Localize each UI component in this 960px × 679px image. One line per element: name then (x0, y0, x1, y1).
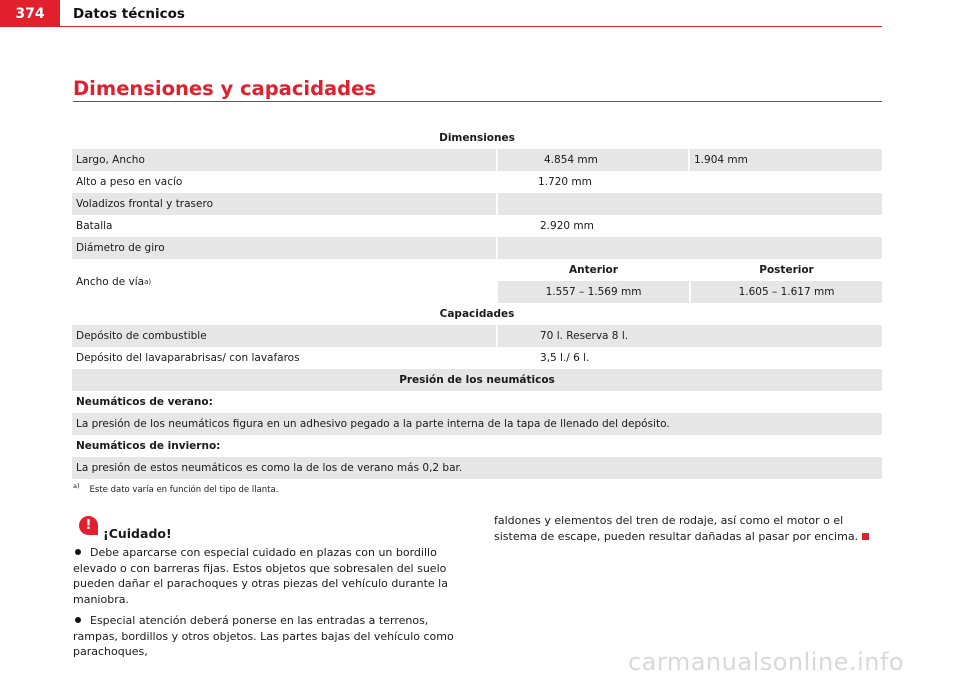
table-row (72, 325, 882, 347)
header-title: Datos técnicos (73, 6, 185, 22)
watermark: carmanualsonline.info (628, 648, 905, 676)
winter-tires-text: La presión de estos neumáticos es como la de los de verano más 0,2 bar. (76, 462, 463, 474)
capacities-header-label: Capacidades (439, 308, 515, 320)
warning-bullet (73, 545, 468, 607)
header-rule (60, 26, 882, 27)
specs-table (72, 127, 882, 479)
table-row (72, 413, 882, 435)
track-width-values (496, 259, 882, 303)
warning-icon: ! (79, 516, 98, 535)
warning-continuation-text: faldones y elementos del tren de rodaje, así como el motor o el sistema de escape, pueden resultar dañadas al pasar por encima. (494, 514, 859, 543)
dimensions-header-label: Dimensiones (439, 132, 515, 144)
row-value: 70 l. Reserva 8 l. (496, 325, 882, 347)
tire-pressure-header-label: Presión de los neumáticos (399, 374, 555, 386)
row-label: Batalla (76, 220, 113, 232)
section-title: Dimensiones y capacidades (73, 77, 376, 100)
warning-bullet-text: Especial atención deberá ponerse en las entradas a terrenos, rampas, bordillos y otros objetos. Las partes bajas del vehículo como parachoques, (73, 614, 454, 658)
tire-pressure-header (72, 369, 882, 391)
warning-bullet (73, 613, 468, 660)
row-label: Voladizos frontal y trasero (76, 198, 213, 210)
summer-tires-label: Neumáticos de verano: (76, 396, 213, 408)
summer-tires-text: La presión de los neumáticos figura en un adhesivo pegado a la parte interna de la tapa de llenado del depósito. (76, 418, 670, 430)
table-row (72, 193, 882, 215)
table-row (72, 435, 882, 457)
bullet-icon (75, 549, 81, 555)
row-value: 1.720 mm (496, 171, 882, 193)
table-row (72, 457, 882, 479)
row-value: 2.920 mm (496, 215, 882, 237)
table-row (72, 237, 882, 259)
table-row (72, 215, 882, 237)
track-width-subheader (496, 259, 882, 281)
table-row (72, 149, 882, 171)
warning-title: ¡Cuidado! (103, 526, 172, 541)
row-value-empty (496, 193, 882, 215)
rear-header: Posterior (689, 259, 882, 281)
row-value: 1.904 mm (688, 149, 882, 171)
front-header: Anterior (496, 259, 689, 281)
row-label: Largo, Ancho (76, 154, 145, 166)
end-of-section-icon (862, 533, 869, 540)
rear-value: 1.605 – 1.617 mm (689, 281, 882, 303)
warning-body-left (73, 545, 468, 666)
row-value-empty (496, 237, 882, 259)
page-number: 374 (0, 0, 60, 27)
footnote-mark: a) (73, 482, 80, 490)
warning-bullet-text: Debe aparcarse con especial cuidado en plazas con un bordillo elevado o con barreras fijas. Estos objetos que sobresalen del suelo pueden dañar el parachoques y otras piezas del vehículo durante la maniobra. (73, 546, 448, 606)
front-value: 1.557 – 1.569 mm (496, 281, 689, 303)
footnote-ref: a) (144, 278, 152, 286)
bullet-icon (75, 617, 81, 623)
track-width-data (496, 281, 882, 303)
section-rule (73, 101, 882, 102)
row-label: Depósito del lavaparabrisas/ con lavafaros (76, 352, 300, 364)
row-value: 4.854 mm (496, 149, 688, 171)
table-row (72, 391, 882, 413)
row-value: 3,5 l./ 6 l. (496, 347, 882, 369)
table-row (72, 171, 882, 193)
table-row (72, 347, 882, 369)
footnote (73, 482, 278, 495)
row-label (72, 259, 496, 303)
track-width-label: Ancho de vía (76, 276, 145, 288)
capacities-header (72, 303, 882, 325)
dimensions-header (72, 127, 882, 149)
warning-body-right (494, 513, 884, 544)
footnote-text: Este dato varía en función del tipo de llanta. (89, 484, 279, 495)
track-width-row (72, 259, 882, 303)
row-label: Depósito de combustible (76, 330, 207, 342)
row-label: Alto a peso en vacío (76, 176, 183, 188)
winter-tires-label: Neumáticos de invierno: (76, 440, 221, 452)
row-label: Diámetro de giro (76, 242, 165, 254)
